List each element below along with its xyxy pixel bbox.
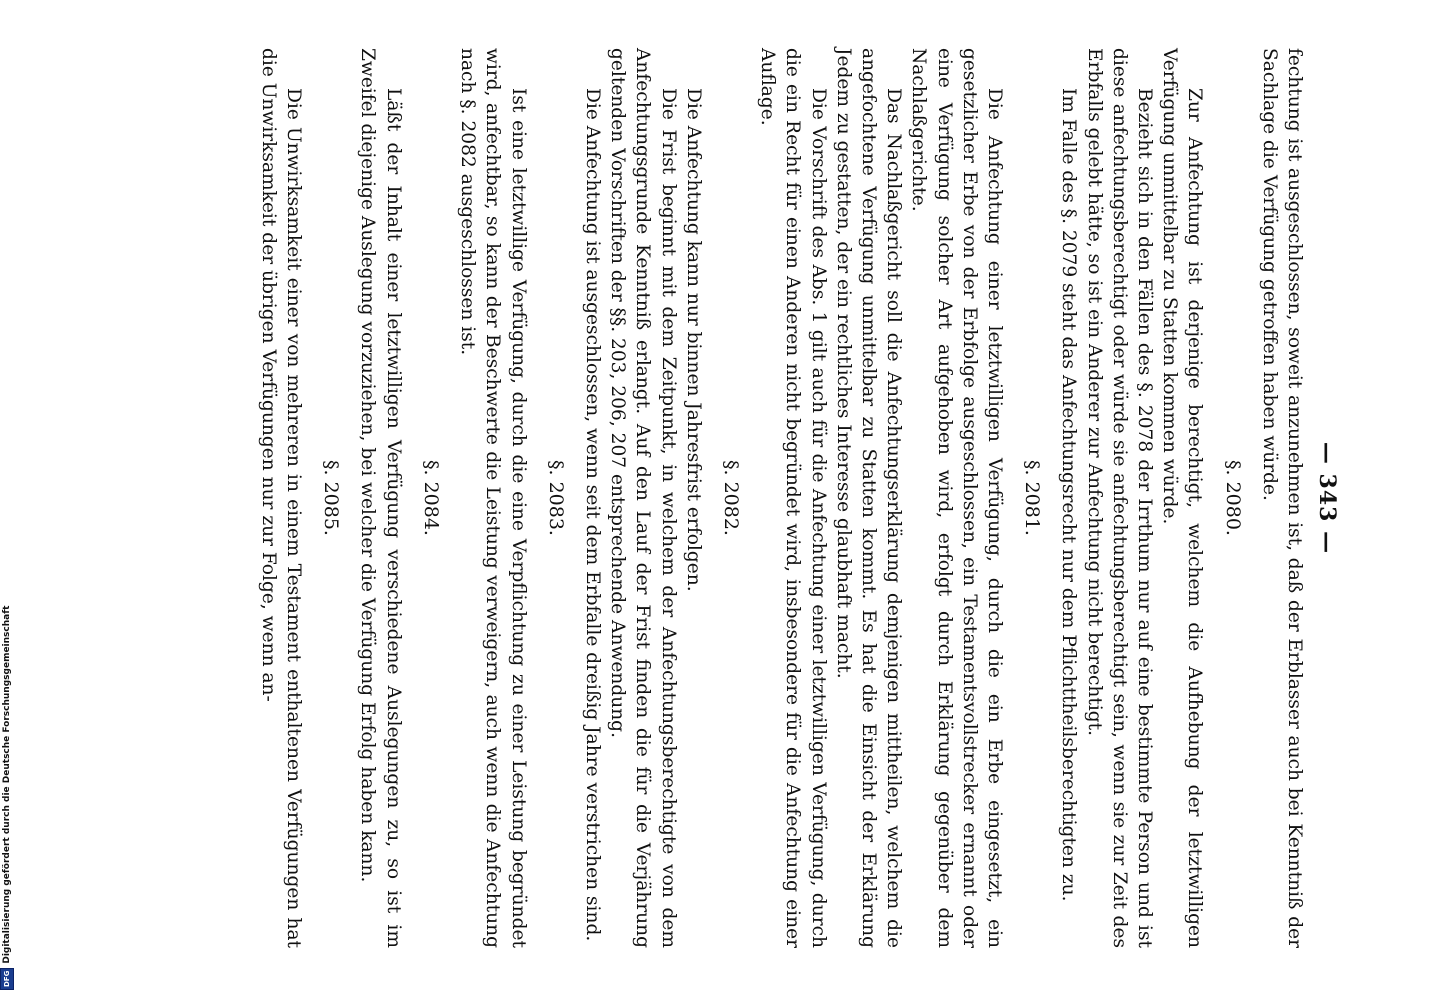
paragraph: Die Vorschrift des Abs. 1 gilt auch für die Anfechtung einer letztwilligen Verfügung, durch die ein Recht für einen Anderen nicht begründet wird, insbesondere für die Anfechtung einer Auflage. — [757, 48, 829, 948]
section-heading-2080: §. 2080. — [1221, 460, 1244, 536]
paragraph: Läßt der Inhalt einer letztwilligen Verfügung verschiedene Auslegungen zu, so ist im Zweifel diejenige Auslegung vorzuziehen, bei welcher die Verfügung Erfolg haben kann. — [357, 48, 404, 948]
rotated-page — [97, 48, 1347, 948]
section-heading-2084: §. 2084. — [419, 460, 442, 536]
paragraph: Zur Anfechtung ist derjenige berechtigt, welchem die Aufhebung der letztwilligen Verfügung unmittelbar zu Statten kommen würde. — [1159, 48, 1206, 948]
page-number-header: — 343 — — [1314, 441, 1340, 555]
paragraph: Die Anfechtung einer letztwilligen Verfügung, durch die ein Erbe eingesetzt, ein gesetzlicher Erbe von der Erbfolge ausgeschlossen, ein Testamentsvollstrecker ernannt oder eine Verfügung solcher Art aufgehoben wird, erfolgt durch Erklärung gegenüber dem Nachlaßgerichte. — [908, 48, 1005, 948]
section-heading-2083: §. 2083. — [544, 460, 567, 536]
credit-text: Digitalisierung gefördert durch die Deutsche Forschungsgemeinschaft — [2, 605, 12, 964]
section-heading-2082: §. 2082. — [719, 460, 742, 536]
paragraph: Die Frist beginnt mit dem Zeitpunkt, in welchem der Anfechtungsberechtigte von dem Anfechtungsgrunde Kenntniß erlangt. Auf den Lauf der Frist finden die für die Verjährung geltenden Vorschriften der §§. 203, 206, 207 entsprechende Anwendung. — [607, 48, 679, 948]
digitization-credit — [0, 590, 14, 990]
section-heading-2081: §. 2081. — [1021, 460, 1044, 536]
paragraph: Die Anfechtung ist ausgeschlossen, wenn seit dem Erbfalle dreißig Jahre verstrichen sind. — [581, 88, 603, 942]
paragraph: Ist eine letztwillige Verfügung, durch die eine Verpflichtung zu einer Leistung begründet wird, anfechtbar, so kann der Beschwerte die Leistung verweigern, auch wenn die Anfechtung nach §. 2082 ausgeschlossen ist. — [457, 48, 529, 948]
dfg-logo: DFG — [0, 968, 14, 990]
paragraph: Im Falle des §. 2079 steht das Anfechtungsrecht nur dem Pflichttheilsberechtigten zu. — [1058, 88, 1080, 902]
paragraph: Bezieht sich in den Fällen des §. 2078 der Irrthum nur auf eine bestimmte Person und ist diese anfechtungsberechtigt oder würde sie anfechtungsberechtigt sein, wenn sie zur Zeit des Erbfalls gelebt hätte, so ist ein Anderer zur Anfechtung nicht berechtigt. — [1083, 48, 1155, 948]
section-heading-2085: §. 2085. — [320, 460, 343, 536]
continued-paragraph: fechtung ist ausgeschlossen, soweit anzunehmen ist, daß der Erblasser auch bei Kenntniß der Sachlage die Verfügung getroffen haben würde. — [1258, 48, 1305, 948]
paragraph: Das Nachlaßgericht soll die Anfechtungserklärung demjenigen mittheilen, welchem die angefochtene Verfügung unmittelbar zu Statten kommt. Es hat die Einsicht der Erklärung Jedem zu gestatten, der ein rechtliches Interesse glaubhaft macht. — [832, 48, 905, 948]
paragraph: Die Anfechtung kann nur binnen Jahresfrist erfolgen. — [682, 88, 704, 592]
paragraph: Die Unwirksamkeit einer von mehreren in einem Testament enthaltenen Verfügungen hat die Unwirksamkeit der übrigen Verfügungen nur zur Folge, wenn an- — [257, 48, 305, 948]
